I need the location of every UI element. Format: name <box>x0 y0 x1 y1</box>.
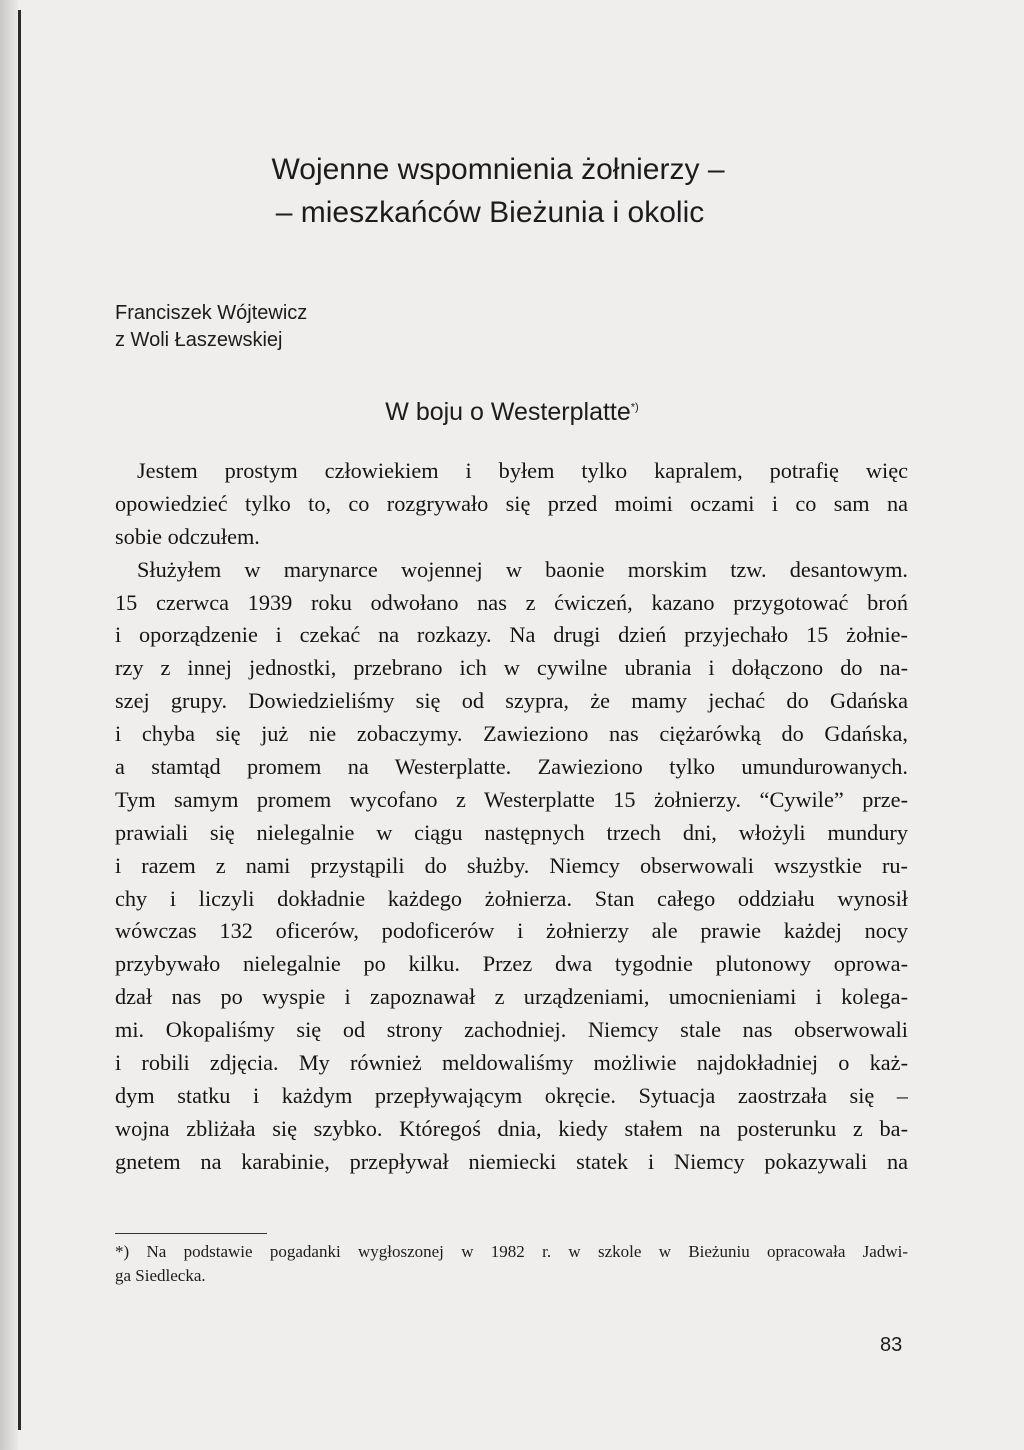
body-line: szej grupy. Dowiedzieliśmy się od szypra, że mamy jechać do Gdańska <box>115 688 908 714</box>
body-line: chy i liczyli dokładnie każdego żołnierza. Stan całego oddziału wynosił <box>115 885 908 911</box>
body-line: dzał nas po wyspie i zapoznawał z urządzeniami, umocnieniami i kolega- <box>115 984 908 1010</box>
footnote-marker: *) <box>630 401 639 414</box>
body-line: i oporządzenie i czekać na rozkazy. Na drugi dzień przyjechało 15 żołnie- <box>115 622 908 648</box>
body-line: przybywało nielegalnie po kilku. Przez dwa tygodnie plutonowy oprowa- <box>115 951 908 977</box>
footnote-separator <box>115 1233 267 1234</box>
section-title: W boju o Westerplatte <box>385 398 631 426</box>
body-line: wojna zbliżała się szybko. Któregoś dnia, kiedy stałem na posterunku z ba- <box>115 1115 908 1141</box>
body-text <box>115 455 908 1179</box>
footnote <box>115 1240 908 1288</box>
body-line: i robili zdjęcia. My również meldowaliśmy możliwie najdokładniej o każ- <box>115 1050 908 1076</box>
body-line: sobie odczułem. <box>115 523 260 549</box>
author-origin: z Woli Łaszewskiej <box>115 329 283 351</box>
section-heading <box>0 398 1024 427</box>
author-name: Franciszek Wójtewicz <box>115 302 308 324</box>
body-line: dym statku i każdym przepływającym okręcie. Sytuacja zaostrzała się – <box>115 1082 908 1108</box>
body-line: Jestem prostym człowiekiem i byłem tylko kapralem, potrafię więc <box>137 458 908 483</box>
body-line: wówczas 132 oficerów, podoficerów i żołnierzy ale prawie każdej nocy <box>115 918 908 944</box>
article-title-line-2: – mieszkańców Bieżunia i okolic <box>275 196 705 229</box>
body-line: Tym samym promem wycofano z Westerplatte 15 żołnierzy. “Cywile” prze- <box>115 786 908 812</box>
body-line: 15 czerwca 1939 roku odwołano nas z ćwiczeń, kazano przygotować broń <box>115 589 908 615</box>
body-line: a stamtąd promem na Westerplatte. Zawieziono tylko umundurowanych. <box>115 754 908 780</box>
body-line: gnetem na karabinie, przepływał niemiecki statek i Niemcy pokazywali na <box>115 1148 908 1174</box>
body-line: i razem z nami przystąpili do służby. Niemcy obserwowali wszystkie ru- <box>115 852 908 878</box>
page-number: 83 <box>880 1334 903 1356</box>
body-line: mi. Okopaliśmy się od strony zachodniej. Niemcy stale nas obserwowali <box>115 1017 908 1043</box>
article-title-line-1: Wojenne wspomnienia żołnierzy – <box>271 153 725 186</box>
body-line: i chyba się już nie zobaczymy. Zawieziono nas ciężarówką do Gdańska, <box>115 721 908 747</box>
body-line: rzy z innej jednostki, przebrano ich w cywilne ubrania i dołączono do na- <box>115 655 908 681</box>
body-line: opowiedzieć tylko to, co rozgrywało się przed moimi oczami i co sam na <box>115 490 908 516</box>
footnote-line: ga Siedlecka. <box>115 1266 206 1285</box>
body-line: Służyłem w marynarce wojennej w baonie morskim tzw. desantowym. <box>137 556 908 582</box>
footnote-line: *) Na podstawie pogadanki wygłoszonej w 1982 r. w szkole w Bieżuniu opracowała Jadwi- <box>115 1242 908 1261</box>
body-line: prawiali się nielegalnie w ciągu następnych trzech dni, włożyli mundury <box>115 819 908 845</box>
